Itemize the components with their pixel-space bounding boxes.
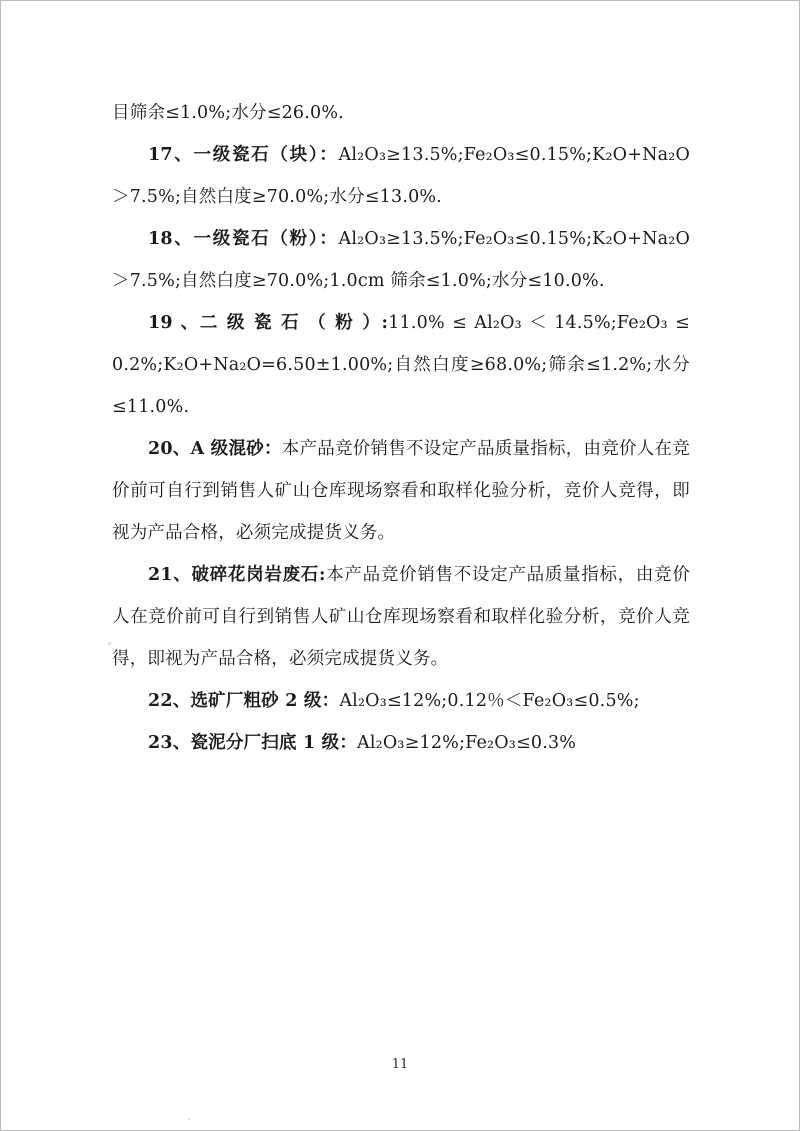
paragraph-21 bbox=[112, 554, 690, 680]
item-number: 20、 bbox=[148, 439, 191, 459]
paragraph-22 bbox=[112, 680, 690, 722]
paragraph-18 bbox=[112, 218, 690, 302]
item-title: 二 级 瓷 石 （ 粉 ）: bbox=[199, 313, 389, 333]
paper-artifact bbox=[188, 1118, 190, 1120]
paragraph-17 bbox=[112, 134, 690, 218]
item-title: 一级瓷石（块）： bbox=[193, 145, 339, 165]
item-number: 21、 bbox=[148, 565, 192, 585]
item-title: A 级混砂： bbox=[190, 439, 282, 459]
item-spec: 11.0% ≤ Al₂O₃ ＜ 14.5%;Fe₂O₃ ≤ 0.2%;K₂O+Na₂O=6.50±1.00%;自然白度≥68.0%;筛余≤1.2%;水分≤11.0%. bbox=[112, 313, 690, 417]
item-spec: Al₂O₃≥12%;Fe₂O₃≤0.3% bbox=[357, 733, 577, 753]
document-body bbox=[112, 92, 690, 764]
page-number: 11 bbox=[391, 1057, 409, 1072]
item-spec: 本产品竞价销售不设定产品质量指标，由竞价人在竞价前可自行到销售人矿山仓库现场察看和取样化验分析，竞价人竞得，即视为产品合格，必须完成提货义务。 bbox=[112, 439, 690, 543]
item-number: 17、 bbox=[148, 145, 194, 165]
item-title: 一级瓷石（粉）： bbox=[193, 229, 339, 249]
paragraph-20 bbox=[112, 428, 690, 554]
paragraph-23 bbox=[112, 722, 690, 764]
item-number: 22、 bbox=[148, 691, 191, 711]
item-spec: Al₂O₃≥13.5%;Fe₂O₃≤0.15%;K₂O+Na₂O＞7.5%;自然白度≥70.0%;1.0cm 筛余≤1.0%;水分≤10.0%. bbox=[112, 229, 690, 291]
item-number: 18、 bbox=[148, 229, 194, 249]
item-spec: Al₂O₃≤12%;0.12％＜Fe₂O₃≤0.5%; bbox=[339, 691, 640, 711]
item-title: 选矿厂粗砂 2 级： bbox=[190, 691, 340, 711]
paragraph-16-continuation bbox=[112, 92, 690, 134]
item-spec: Al₂O₃≥13.5%;Fe₂O₃≤0.15%;K₂O+Na₂O＞7.5%;自然白度≥70.0%;水分≤13.0%. bbox=[112, 145, 690, 207]
paragraph-19 bbox=[112, 302, 690, 428]
item-title: 破碎花岗岩废石: bbox=[191, 565, 326, 585]
item-spec: 本产品竞价销售不设定产品质量指标，由竞价人在竞价前可自行到销售人矿山仓库现场察看和取样化验分析，竞价人竞得，即视为产品合格，必须完成提货义务。 bbox=[112, 565, 691, 669]
paper-artifact bbox=[108, 642, 111, 645]
item-title: 瓷泥分厂扫底 1 级： bbox=[190, 733, 358, 753]
item-number: 19 、 bbox=[148, 313, 200, 333]
item-number: 23、 bbox=[148, 733, 191, 753]
paragraph-text: 目筛余≤1.0%;水分≤26.0%. bbox=[112, 103, 344, 123]
